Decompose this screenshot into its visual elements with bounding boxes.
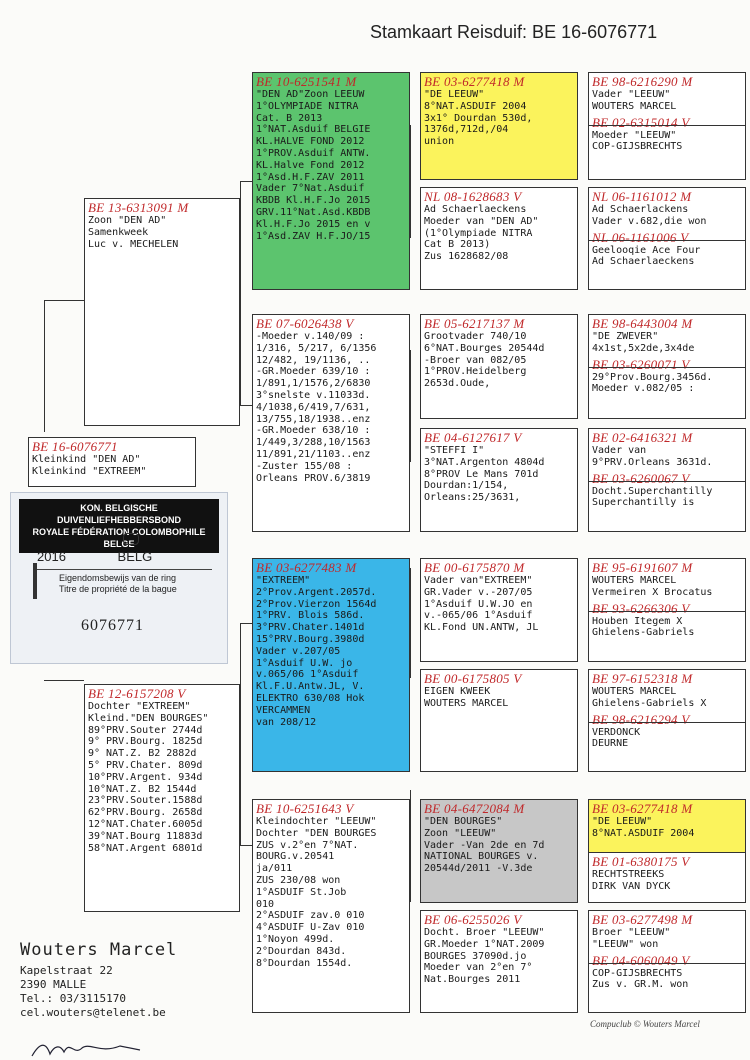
connector	[410, 568, 420, 678]
card-line: 89°PRV.Souter 2744d	[88, 724, 203, 736]
card-line: "DE ZWEVER"	[592, 331, 659, 342]
card-line: 1°Noyon 499d.	[256, 933, 335, 945]
card-line: BOURG.v.20541	[256, 851, 335, 863]
card-lines	[88, 701, 236, 854]
ring-number: BE 04-6060049 V	[592, 952, 690, 968]
card-line: 2653d.Oude,	[424, 378, 491, 390]
card-line: Kl.F.U.Antw.JL, V.	[256, 681, 365, 693]
card-lines	[592, 575, 742, 599]
card-line: Samenkweek	[88, 226, 149, 238]
ring-number: BE 01-6380175 V	[592, 854, 690, 869]
card-lines	[256, 816, 406, 969]
sticker-number: 6076771	[81, 617, 144, 634]
card-line: Zus v. GR.M. won	[592, 979, 689, 991]
card-line: "LEEUW" won	[592, 938, 659, 950]
card-line: union	[424, 136, 455, 148]
card-line: v.-065/06 1°Asduif	[424, 610, 533, 622]
card-line: Moeder v.082/05 :	[592, 383, 695, 395]
grandmother-maternal-card	[252, 799, 410, 1013]
ring-number: BE 97-6152318 M	[592, 671, 693, 686]
card-line: 1/316, 5/217, 6/1356	[256, 342, 377, 354]
ring-number: BE 03-6260067 V	[592, 470, 690, 486]
father-card	[84, 198, 240, 426]
card-line: van 208/12	[256, 716, 317, 728]
card-lines	[592, 727, 742, 751]
card-line: "EXTREEM"	[256, 575, 311, 586]
card-lines	[592, 204, 742, 228]
owner-street: Kapelstraat 22	[20, 964, 113, 977]
grandfather-maternal-card	[252, 558, 410, 772]
ring-number: BE 98-6216290 M	[592, 74, 693, 89]
card-line: 1°PROV.Heidelberg	[424, 366, 527, 378]
card-line: Kl.H.F.Jo 2015 en v	[256, 218, 371, 230]
card-line: EIGEN KWEEK	[424, 686, 491, 697]
ancestor-pair-card	[588, 669, 746, 772]
card-line: 8°PROV Le Mans 701d	[424, 468, 539, 480]
card-lines	[256, 89, 406, 242]
card-line: 2°Dourdan 843d.	[256, 945, 347, 957]
footer-credit: Compuclub © Wouters Marcel	[590, 1019, 700, 1029]
handwritten-signature	[30, 1038, 150, 1058]
ring-certificate-sticker	[10, 492, 228, 664]
card-line: GR.Vader v.-207/05	[424, 586, 533, 598]
card-line: 8°NAT.ASDUIF 2004	[424, 100, 527, 112]
divider	[589, 367, 745, 368]
card-line: 13/755,18/1938..enz	[256, 413, 371, 425]
card-line: "STEFFI I"	[424, 445, 485, 456]
card-line: ZUS v.2°en 7°NAT.	[256, 839, 359, 851]
card-line: GRV.11°Nat.Asd.KBDB	[256, 206, 371, 218]
card-lines	[592, 616, 742, 640]
connector	[44, 300, 84, 301]
card-line: KL.HALVE FOND 2012	[256, 136, 365, 148]
card-lines	[256, 331, 406, 484]
card-line: 1°NAT.Asduif BELGIE	[256, 124, 371, 136]
card-line: Kleinkind "EXTREEM"	[32, 465, 147, 477]
card-line: BOURGES 37090d.jo	[424, 950, 527, 962]
card-line: 4°ASDUIF U-Zav 010	[256, 922, 365, 934]
divider	[589, 611, 745, 612]
ring-number: BE 95-6191607 M	[592, 560, 693, 575]
card-line: 2°Prov.Vierzon 1564d	[256, 598, 377, 610]
connector	[240, 845, 252, 846]
card-line: 1°ASDUIF St.Job	[256, 886, 347, 898]
card-line: 62°PRV.Bourg. 2658d	[88, 807, 203, 819]
card-lines	[592, 927, 742, 951]
card-line: v.065/06 1°Asduif	[256, 669, 359, 681]
card-lines	[592, 331, 742, 355]
card-line: Moeder van "DEN AD"	[424, 215, 539, 227]
card-line: Vader -Van 2de en 7d	[424, 839, 545, 851]
card-line: ELEKTRO 630/08 Hok	[256, 692, 365, 704]
grandmother-paternal-card	[252, 314, 410, 532]
ring-number: BE 03-6277483 M	[256, 560, 357, 575]
card-line: KL.Halve Fond 2012	[256, 159, 365, 171]
ancestor-pair-card	[588, 910, 746, 1013]
owner-name: Wouters Marcel	[20, 940, 178, 960]
card-line: KL.Fond UN.ANTW, JL	[424, 622, 539, 634]
card-line: (1°Olympiade NITRA	[424, 227, 533, 239]
card-lines	[592, 968, 742, 992]
card-line: 10°PRV.Argent. 934d	[88, 771, 203, 783]
card-lines	[424, 575, 574, 634]
card-line: Vermeiren X Brocatus	[592, 586, 713, 598]
highlight-yellow	[589, 800, 745, 852]
card-line: ja/011	[256, 863, 293, 875]
card-line: Vader 7°Nat.Asduif	[256, 183, 365, 195]
page-title: Stamkaart Reisduif: BE 16-6076771	[370, 22, 658, 42]
ring-number: BE 98-6216294 V	[592, 711, 690, 727]
sticker-sub-fr: Titre de propriété de la bague	[59, 584, 177, 594]
connector	[240, 623, 252, 624]
card-line: Ghielens-Gabriels	[592, 627, 695, 639]
ring-number: BE 02-6315014 V	[592, 114, 690, 130]
card-lines	[256, 575, 406, 728]
card-line: -Zuster 155/08 :	[256, 460, 353, 472]
card-line: 12°NAT.Chater.6005d	[88, 818, 203, 830]
card-line: Ad Schaerlackens	[592, 204, 689, 215]
card-lines	[592, 445, 742, 469]
card-line: KBDB Kl.H.F.Jo 2015	[256, 195, 371, 207]
card-line: Houben Itegem X	[592, 615, 683, 627]
card-line: Geelooqie Ace Four	[592, 244, 701, 256]
card-line: 23°PRV.Souter.1588d	[88, 795, 203, 807]
card-line: 8°Dourdan 1554d.	[256, 957, 353, 969]
ring-number: BE 02-6416321 M	[592, 430, 693, 445]
connector	[240, 405, 252, 406]
federation-header	[19, 499, 219, 553]
card-line: -Broer van 082/05	[424, 354, 527, 366]
card-line: 9°PRV.Orleans 3631d.	[592, 456, 713, 468]
connector	[240, 181, 252, 405]
card-line: Dochter "DEN BOURGES	[256, 827, 377, 839]
ancestor-pair-card	[588, 428, 746, 532]
card-line: -Moeder v.140/09 :	[256, 331, 365, 342]
ancestor-pair-card	[588, 558, 746, 662]
card-line: 4x1st,5x2de,3x4de	[592, 342, 695, 354]
card-lines	[32, 454, 192, 478]
ancestor-card-fmm	[420, 428, 578, 532]
card-line: VERDONCK	[592, 726, 641, 738]
ring-number: BE 10-6251643 V	[256, 801, 354, 816]
ancestor-pair-card	[588, 72, 746, 180]
card-line: 9° NAT.Z. B2 2882d	[88, 748, 197, 760]
connector	[240, 623, 252, 845]
card-lines	[592, 816, 742, 840]
card-line: NATIONAL BOURGES v.	[424, 851, 539, 863]
federation-name-fr: ROYALE FÉDÉRATION COLOMBOPHILE BELGE	[32, 527, 206, 549]
card-line: DEURNE	[592, 738, 629, 750]
ring-number: BE 03-6277498 M	[592, 912, 693, 927]
ring-number: NL 06-1161006 V	[592, 229, 689, 245]
grandfather-paternal-card	[252, 72, 410, 290]
card-line: "DEN AD"Zoon LEEUW	[256, 89, 365, 100]
card-line: 8°NAT.ASDUIF 2004	[592, 827, 695, 839]
card-line: 1/449,3/288,10/1563	[256, 437, 371, 449]
card-line: Vader "LEEUW"	[592, 89, 671, 100]
sticker-divider	[37, 569, 212, 570]
card-line: Vader van"EXTREEM"	[424, 575, 533, 586]
card-line: 10°NAT.Z. B2 1544d	[88, 783, 197, 795]
card-line: 5° PRV.Chater. 809d	[88, 759, 203, 771]
owner-email[interactable]: cel.wouters@telenet.be	[20, 1006, 166, 1019]
card-line: 6°NAT.Bourges 20544d	[424, 342, 545, 354]
card-line: "DE LEEUW"	[424, 89, 485, 100]
card-line: Kleindochter "LEEUW"	[256, 816, 377, 827]
ancestor-card-mmm	[420, 910, 578, 1013]
ancestor-card-mff	[420, 558, 578, 662]
card-line: 58°NAT.Argent 6801d	[88, 842, 203, 854]
subject-pigeon-card	[28, 437, 196, 487]
card-line: 1°OLYMPIADE NITRA	[256, 100, 359, 112]
card-line: Orleans PROV.6/3819	[256, 472, 371, 484]
card-line: Vader v.207/05	[256, 645, 341, 657]
ring-number: BE 04-6127617 V	[424, 430, 522, 445]
ring-number: BE 00-6175870 M	[424, 560, 525, 575]
card-line: "DEN BOURGES"	[424, 816, 503, 827]
card-line: WOUTERS MARCEL	[592, 686, 677, 697]
card-line: Moeder van 2°en 7°	[424, 962, 533, 974]
card-lines	[424, 816, 574, 875]
card-line: Docht.Superchantilly	[592, 485, 713, 497]
ring-number: BE 05-6217137 M	[424, 316, 525, 331]
card-line: 1°Asduif U.W. jo	[256, 657, 353, 669]
ring-number: BE 04-6472084 M	[424, 801, 525, 816]
card-line: ZUS 230/08 won	[256, 874, 341, 886]
card-line: Dochter "EXTREEM"	[88, 701, 191, 712]
ancestor-pair-card	[588, 799, 746, 903]
card-line: 3x1° Dourdan 530d,	[424, 112, 533, 124]
card-line: 39°NAT.Bourg 11883d	[88, 830, 203, 842]
card-line: 1°PRV. Blois 586d.	[256, 610, 365, 622]
card-lines	[424, 445, 574, 504]
ring-number: BE 00-6175805 V	[424, 671, 522, 686]
card-lines	[424, 89, 574, 148]
ring-number: BE 13-6313091 M	[88, 200, 189, 215]
card-line: 1°Asd.H.F.ZAV 2011	[256, 171, 365, 183]
card-line: Grootvader 740/10	[424, 331, 527, 342]
card-line: Cat. B 2013	[256, 112, 323, 124]
divider	[589, 125, 745, 126]
connector	[410, 350, 420, 462]
connector	[410, 125, 420, 238]
card-line: 11/891,21/1103..enz	[256, 448, 371, 460]
card-line: "DE LEEUW"	[592, 816, 653, 827]
card-lines	[592, 686, 742, 710]
divider	[589, 240, 745, 241]
card-line: Kleind."DEN BOURGES"	[88, 712, 209, 724]
sticker-year-country	[37, 549, 170, 564]
card-line: VERCAMMEN	[256, 704, 311, 716]
card-lines	[592, 372, 742, 396]
card-line: -GR.Moeder 638/10 :	[256, 425, 371, 437]
card-lines	[592, 245, 742, 269]
card-line: Cat B 2013)	[424, 239, 491, 251]
ancestor-card-mmf	[420, 799, 578, 903]
card-line: Nat.Bourges 2011	[424, 974, 521, 986]
divider	[589, 852, 745, 853]
connector	[44, 300, 84, 432]
card-line: Orleans:25/3631,	[424, 492, 521, 504]
card-line: 010	[256, 898, 275, 910]
sticker-year: 2016	[37, 549, 66, 564]
owner-phone: Tel.: 03/3115170	[20, 992, 126, 1005]
card-line: Ad Schaerlaeckens	[592, 256, 695, 268]
card-line: Vader van	[592, 445, 647, 456]
owner-city: 2390 MALLE	[20, 978, 87, 991]
ring-number: BE 98-6443004 M	[592, 316, 693, 331]
connector	[44, 680, 84, 681]
card-line: Superchantilly is	[592, 497, 695, 509]
card-line: GR.Moeder 1°NAT.2009	[424, 938, 545, 950]
card-line: Zoon "DEN AD"	[88, 215, 167, 226]
card-line: 15°PRV.Bourg.3980d	[256, 633, 365, 645]
card-lines	[424, 204, 574, 263]
ring-number: BE 03-6277418 M	[592, 801, 693, 816]
ring-number: BE 93-6266306 V	[592, 600, 690, 616]
card-line: Vader v.682,die won	[592, 215, 707, 227]
ring-number: BE 10-6251541 M	[256, 74, 357, 89]
divider	[589, 722, 745, 723]
connector	[240, 181, 252, 182]
card-line: 1/891,1/1576,2/6830	[256, 378, 371, 390]
ring-number: BE 12-6157208 V	[88, 686, 186, 701]
ancestor-pair-card	[588, 187, 746, 290]
ancestor-card-mfm	[420, 669, 578, 772]
card-lines	[424, 927, 574, 986]
card-line: Broer "LEEUW"	[592, 927, 671, 938]
card-line: WOUTERS MARCEL	[424, 697, 509, 709]
card-line: Dourdan:1/154,	[424, 480, 509, 492]
mother-card	[84, 684, 240, 912]
card-line: 2°Prov.Argent.2057d.	[256, 586, 377, 598]
card-lines	[88, 215, 236, 250]
card-line: Kleinkind "DEN AD"	[32, 454, 141, 465]
card-line: -GR.Moeder 639/10 :	[256, 366, 371, 378]
card-line: 4/1038,6/419,7/631,	[256, 401, 371, 413]
ancestor-card-ffm	[420, 187, 578, 290]
card-line: Ad Schaerlaeckens	[424, 204, 527, 215]
card-line: COP-GIJSBRECHTS	[592, 967, 683, 979]
ring-number: BE 03-6260071 V	[592, 356, 690, 372]
card-lines	[592, 486, 742, 510]
card-line: 1°Asd.ZAV H.F.JO/15	[256, 230, 371, 242]
card-line: Zoon "LEEUW"	[424, 827, 497, 839]
sticker-subtitle	[59, 573, 177, 595]
card-line: 1°PROV.Asduif ANTW.	[256, 147, 371, 159]
ancestor-card-fff	[420, 72, 578, 180]
divider	[589, 963, 745, 964]
card-lines	[592, 130, 742, 154]
card-line: Docht. Broer "LEEUW"	[424, 927, 545, 938]
card-lines	[424, 331, 574, 390]
card-line: 1376d,712d,/04	[424, 124, 509, 136]
card-line: Luc v. MECHELEN	[88, 238, 179, 250]
card-line: 3°snelste v.11033d.	[256, 389, 371, 401]
card-lines	[592, 89, 742, 113]
ring-number: NL 06-1161012 M	[592, 189, 692, 204]
card-line: RECHTSTREEKS	[592, 869, 665, 880]
card-line: WOUTERS MARCEL	[592, 575, 677, 586]
card-line: 3°PRV.Chater.1401d	[256, 622, 365, 634]
crown-logo-icon	[123, 533, 139, 545]
card-line: DIRK VAN DYCK	[592, 880, 671, 892]
sticker-sub-nl: Eigendomsbewijs van de ring	[59, 573, 177, 583]
card-line: Ghielens-Gabriels X	[592, 697, 707, 709]
connector	[410, 790, 420, 902]
card-line: 1°Asduif U.W.JO en	[424, 598, 533, 610]
card-line: WOUTERS MARCEL	[592, 100, 677, 112]
card-line: Moeder "LEEUW"	[592, 129, 677, 141]
card-line: 12/482, 19/1136, ..	[256, 354, 371, 366]
card-line: 20544d/2011 -V.3de	[424, 863, 533, 875]
card-lines	[592, 869, 742, 893]
card-line: 29°Prov.Bourg.3456d.	[592, 371, 713, 383]
ancestor-card-fmf	[420, 314, 578, 419]
ring-number: BE 06-6255026 V	[424, 912, 522, 927]
federation-name-nl: KON. BELGISCHE DUIVENLIEFHEBBERSBOND	[56, 503, 181, 525]
ring-number: NL 08-1628683 V	[424, 189, 522, 204]
ring-number: BE 16-6076771	[32, 439, 118, 454]
ring-number: BE 03-6277418 M	[424, 74, 525, 89]
card-line: 2°ASDUIF zav.0 010	[256, 910, 365, 922]
card-lines	[424, 686, 574, 710]
divider	[589, 481, 745, 482]
card-line: Zus 1628682/08	[424, 251, 509, 263]
card-line: 9° PRV.Bourg. 1825d	[88, 736, 203, 748]
ancestor-pair-card	[588, 314, 746, 419]
card-line: 3°NAT.Argenton 4804d	[424, 456, 545, 468]
ring-number: BE 07-6026438 V	[256, 316, 354, 331]
sticker-country: BELG	[117, 549, 153, 564]
card-line: COP-GIJSBRECHTS	[592, 141, 683, 153]
owner-address-block	[20, 940, 177, 1020]
